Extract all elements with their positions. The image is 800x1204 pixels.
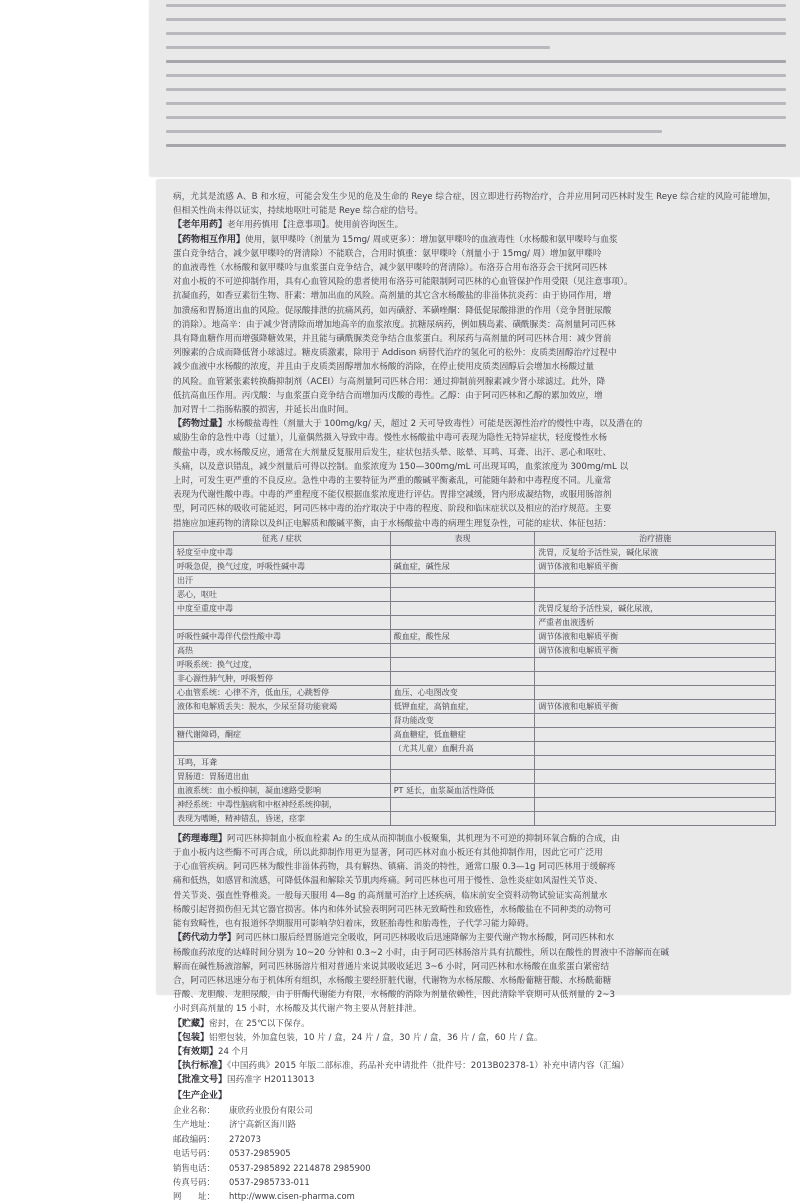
manufacturer-field [173, 1175, 776, 1189]
overdose-line: 型，阿司匹林的吸收可能延迟，阿司匹林中毒的治疗取决于中毒的程度、阶段和临床症状以及相应的治疗规范。主要 [173, 504, 612, 515]
pharmacokinetics-line: 苷酸、龙胆酸、龙胆尿酸，由于肝酶代谢能力有限，水杨酸的消除为剂量依赖性，因此清除半衰期可从低剂量的 2~3 [173, 990, 615, 1001]
manufacturer-field [173, 1161, 776, 1175]
cell-symptom: 恶心，呕吐 [174, 587, 391, 601]
manufacturer-field [173, 1189, 776, 1203]
main-page-content [173, 190, 776, 1204]
field-key: 生产地址： [173, 1119, 215, 1130]
cell-treatment [535, 797, 776, 811]
cell-treatment: 调节体液和电解质平衡 [535, 629, 776, 643]
field-value: 康欣药业股份有限公司 [229, 1104, 313, 1115]
cell-treatment: 调节体液和电解质平衡 [535, 643, 776, 657]
cell-manifestation [390, 601, 534, 615]
cell-manifestation: （尤其儿童）血酮升高 [390, 741, 534, 755]
package-section [173, 1031, 776, 1045]
pharmacokinetics-line: 合，阿司匹林迅速分布于机体所有组织，水杨酸主要经肝脏代谢，代谢物为水杨尿酸、水杨酚葡糖苷酸、水杨酰葡糖 [173, 975, 612, 986]
pharmacokinetics-heading: 【药代动力学】 [173, 933, 237, 944]
field-value: 0537-2985892 2214878 2985900 [229, 1162, 371, 1173]
column-header-manifestation: 表现 [390, 531, 534, 545]
table-header-row [174, 531, 776, 545]
cell-manifestation [390, 545, 534, 559]
interaction-line: 列腺素的合成而降低肾小球滤过。糖皮质激素，除用于 Addison 病替代治疗的氢化可的松外：皮质类固醇治疗过程中 [173, 348, 617, 359]
interaction-line: 的消除）。地高辛：由于减少肾清除而增加地高辛的血浆浓度。抗糖尿病药，例如胰岛素、磺酰脲类：高剂量阿司匹林 [173, 319, 616, 330]
cell-treatment [535, 741, 776, 755]
pharmacology-line: 阿司匹林抑制血小板血栓素 A₂ 的生成从而抑制血小板聚集，其机理为不可逆的抑制环氧合酶的合成，由 [227, 833, 620, 844]
cell-manifestation: 低钾血症，高钠血症， [390, 699, 534, 713]
storage-section [173, 1017, 776, 1031]
pharmacology-line: 杨酸引起肾损伤但无其它器官损害。体内和体外试验表明阿司匹林无致畸性和致癌性，水杨酸盐在不同种类的动物可 [173, 904, 612, 915]
pharmacokinetics-line: 阿司匹林口服后经胃肠道完全吸收，阿司匹林吸收后迅速降解为主要代谢产物水杨酸，阿司匹林和水 [236, 933, 615, 944]
cell-symptom [174, 713, 391, 727]
drug-interaction-heading: 【药物相互作用】 [173, 234, 246, 245]
table-row [174, 643, 776, 657]
overdose-line: 表现为代谢性酸中毒。中毒的严重程度不能仅根据血浆浓度进行评估。胃排空减缓，肾内形成凝结物，或服用肠溶剂 [173, 490, 612, 501]
overdose-line: 威胁生命的急性中毒（过量），儿童偶然摄入导致中毒。慢性水杨酸盐中毒可表现为隐性无特异症状，轻度慢性水杨 [173, 433, 607, 444]
pharmacokinetics-section [173, 931, 776, 1016]
table-row [174, 657, 776, 671]
interaction-line: 的血液毒性（水杨酸和氨甲喋呤与血浆蛋白竞争结合，减少氨甲喋呤的肾清除）。布洛芬合用布洛芬会干扰阿司匹林 [173, 263, 607, 274]
table-row [174, 713, 776, 727]
overdose-line: 头痛，以及意识错乱，减少剂量后可得以控制。血浆浓度为 150—300mg/mL 可出现耳鸣，血浆浓度为 300mg/mL 以 [173, 461, 629, 472]
field-key: 电话号码： [173, 1148, 215, 1159]
manufacturer-section [173, 1088, 776, 1204]
table-row [174, 685, 776, 699]
table-row [174, 741, 776, 755]
cell-treatment [535, 587, 776, 601]
field-key: 企业名称： [173, 1104, 215, 1115]
table-row [174, 699, 776, 713]
cell-treatment [535, 671, 776, 685]
cell-treatment: 洗胃反复给予活性炭，碱化尿液， [535, 601, 776, 615]
storage-text: 密封，在 25℃以下保存。 [209, 1018, 310, 1029]
cell-treatment [535, 769, 776, 783]
cell-symptom: 神经系统：中毒性脑病和中枢神经系统抑制， [174, 797, 391, 811]
table-row [174, 811, 776, 825]
cell-treatment [535, 783, 776, 797]
cell-symptom: 出汗 [174, 573, 391, 587]
cell-treatment [535, 755, 776, 769]
manufacturer-field [173, 1132, 776, 1146]
table-body [174, 545, 776, 825]
pharmacology-line: 于心血管疾病。阿司匹林为酸性非甾体药物，具有解热、镇痛、消炎的特性，通常口服 0.3—1g 阿司匹林用于缓解疼 [173, 862, 616, 873]
manufacturer-fields [173, 1103, 776, 1204]
cell-treatment [535, 685, 776, 699]
cell-manifestation [390, 587, 534, 601]
cell-manifestation [390, 573, 534, 587]
overdose-symptom-table [173, 531, 776, 826]
cell-symptom: 液体和电解质丢失：脱水，少尿至肾功能衰竭 [174, 699, 391, 713]
standard-text: 《中国药典》2015 年版二部标准，药品补充申请批件（批件号：2013B02378-1）补充申请内容（汇编） [227, 1061, 629, 1072]
manufacturer-field [173, 1146, 776, 1160]
interaction-line: 蛋白竞争结合，减少氨甲喋呤的肾清除）不能联合，合用时慎重：氨甲喋呤（剂量小于 15mg/ 周）增加氨甲喋呤 [173, 248, 602, 259]
manufacturer-heading: 【生产企业】 [173, 1090, 228, 1101]
table-row [174, 797, 776, 811]
cell-manifestation: 碱血症，碱性尿 [390, 559, 534, 573]
field-value: 0537-2985733-011 [229, 1176, 310, 1187]
elderly-use-heading: 【老年用药】 [173, 220, 228, 231]
approval-heading: 【批准文号】 [173, 1075, 228, 1086]
cell-manifestation: 酸血症，酸性尿 [390, 629, 534, 643]
interaction-line: 减少血液中水杨酸的浓度，并且由于皮质类固醇增加水杨酸的消除，在停止使用皮质类固醇后会增加水杨酸过量 [173, 362, 595, 373]
pharmacology-line: 痛和低热，如感冒和流感，可降低体温和解除关节肌肉疼痛。阿司匹林也可用于慢性、急性炎症如风湿性关节炎、 [173, 876, 603, 887]
cell-manifestation: 高血糖症，低血糖症 [390, 727, 534, 741]
interaction-line: 具有降血糖作用而增强降糖效果，并且能与磺酰脲类竞争结合血浆蛋白。利尿药与高剂量的阿司匹林合用：减少肾前 [173, 334, 612, 345]
cell-symptom: 耳鸣，耳聋 [174, 755, 391, 769]
approval-section [173, 1073, 776, 1087]
cell-manifestation: 血压、心电图改变 [390, 685, 534, 699]
table-row [174, 755, 776, 769]
leaflet-main-page [157, 180, 790, 1202]
interaction-line: 低抗高血压作用。丙戊酸：与血浆蛋白竞争结合而增加丙戊酸的毒性。乙醇：由于阿司匹林和乙醇的累加效应，增 [173, 390, 603, 401]
table-row [174, 559, 776, 573]
approval-text: 国药准字 H20113013 [227, 1075, 315, 1086]
table-row [174, 615, 776, 629]
pharmacology-line: 骨关节炎、强直性脊椎炎。一般每天服用 4—8g 的高剂量可治疗上述疾病，临床前安全资料动物试验证实高剂量水 [173, 890, 608, 901]
cell-symptom: 血液系统：血小板抑制，凝血速路受影响 [174, 783, 391, 797]
package-heading: 【包装】 [173, 1032, 210, 1043]
cell-treatment: 调节体液和电解质平衡 [535, 699, 776, 713]
cell-symptom: 高热 [174, 643, 391, 657]
interaction-line: 加溃疡和胃肠道出血的风险。促尿酸排泄的抗痛风药，如丙磺舒、苯磺唑酮：降低促尿酸排泄的作用（竞争肾脏尿酸 [173, 305, 612, 316]
table-row [174, 601, 776, 615]
cell-manifestation [390, 615, 534, 629]
cell-manifestation [390, 769, 534, 783]
field-key: 网 址： [173, 1191, 215, 1202]
elderly-use-section [173, 218, 776, 232]
cell-symptom [174, 741, 391, 755]
field-value: 济宁高新区海川路 [229, 1119, 296, 1130]
table-row [174, 769, 776, 783]
leaflet-upper-page [150, 0, 800, 176]
field-value: 272073 [229, 1133, 261, 1144]
validity-section [173, 1045, 776, 1059]
standard-heading: 【执行标准】 [173, 1061, 228, 1072]
pharmacology-line: 能有致畸性，也有报道怀孕期服用可影响孕妇着床，致胚胎毒性和胎毒性，子代学习能力障碍。 [173, 919, 534, 930]
field-value: http://www.cisen-pharma.com [229, 1191, 355, 1202]
cell-manifestation [390, 671, 534, 685]
cell-manifestation [390, 643, 534, 657]
manufacturer-field [173, 1117, 776, 1131]
field-key: 传真号码： [173, 1176, 215, 1187]
cell-symptom: 糖代谢障碍，酮症 [174, 727, 391, 741]
table-row [174, 545, 776, 559]
pharmacokinetics-line: 解而在碱性肠液溶解，阿司匹林肠溶片相对普通片来说其吸收延迟 3~6 小时，阿司匹林和水杨酸在血浆蛋白紧密结 [173, 961, 610, 972]
drug-interaction-section [173, 233, 776, 418]
field-key: 邮政编码： [173, 1133, 215, 1144]
cell-symptom: 轻度至中度中毒 [174, 545, 391, 559]
storage-heading: 【贮藏】 [173, 1018, 210, 1029]
overdose-line: 酸盐中毒，或水杨酸反应，通常在大剂量反复服用后发生，症状包括头晕、眩晕、耳鸣、耳聋、出汗、恶心和呕吐、 [173, 447, 612, 458]
package-text: 铝塑包装，外加盒包装，10 片 / 盒，24 片 / 盒，30 片 / 盒，36 片 / 盒，60 片 / 盒。 [209, 1032, 543, 1043]
table-row [174, 727, 776, 741]
cell-treatment [535, 573, 776, 587]
reye-syndrome-paragraph: 病，尤其是流感 A、B 和水痘，可能会发生少见的危及生命的 Reye 综合症，因立即进行药物治疗，合并应用阿司匹林时发生 Reye 综合症的风险可能增加，但相关性尚未得以证实，持续地呕吐可能是 Reye 综合症的信号。 [173, 192, 776, 217]
overdose-section [173, 417, 776, 531]
table-row [174, 783, 776, 797]
cell-treatment: 调节体液和电解质平衡 [535, 559, 776, 573]
table-row [174, 573, 776, 587]
pharmacology-heading: 【药理毒理】 [173, 833, 228, 844]
cell-symptom: 胃肠道：胃肠道出血 [174, 769, 391, 783]
cell-manifestation [390, 657, 534, 671]
validity-text: 24 个月 [218, 1046, 249, 1057]
cell-symptom: 表现为嗜睡，精神错乱，昏迷，痉挛 [174, 811, 391, 825]
interaction-line: 加对胃十二指肠粘膜的损害，并延长出血时间。 [173, 405, 354, 416]
overdose-heading: 【药物过量】 [173, 419, 228, 430]
cell-manifestation [390, 797, 534, 811]
pharmacology-line: 于血小板内这些酶不可再合成，所以此抑制作用更为显著，阿司匹林对血小板还有其他抑制作用，因此它可广泛用 [173, 848, 603, 859]
manufacturer-field [173, 1103, 776, 1117]
overdose-line: 水杨酸盐毒性（剂量大于 100mg/kg/ 天，超过 2 天可导致毒性）可能是医源性治疗的慢性中毒，以及潜在的 [227, 419, 643, 430]
cell-treatment [535, 811, 776, 825]
cell-symptom: 心血管系统：心律不齐，低血压，心跳暂停 [174, 685, 391, 699]
cell-symptom: 非心源性肺气肿，呼吸暂停 [174, 671, 391, 685]
cell-manifestation [390, 755, 534, 769]
cell-manifestation: PT 延长，血浆凝血活性降低 [390, 783, 534, 797]
cell-symptom: 呼吸系统：换气过度， [174, 657, 391, 671]
overdose-line: 措施应加速药物的清除以及纠正电解质和酸碱平衡，由于水杨酸盐中毒的病理生理复杂性，可能的症状、体征包括： [173, 518, 612, 529]
validity-heading: 【有效期】 [173, 1046, 219, 1057]
elderly-use-text: 老年用药慎用【注意事项】。使用前咨询医生。 [227, 220, 404, 231]
cell-treatment [535, 727, 776, 741]
column-header-symptom: 征兆 / 症状 [174, 531, 391, 545]
cell-treatment: 洗胃，反复给予活性炭，碱化尿液 [535, 545, 776, 559]
table-row [174, 671, 776, 685]
cell-symptom [174, 615, 391, 629]
interaction-line: 抗凝血药，如香豆素衍生物、肝素：增加出血的风险。高剂量的其它含水杨酸盐的非甾体抗炎药：由于协同作用，增 [173, 291, 612, 302]
interaction-line: 使用，氨甲喋呤（剂量为 15mg/ 周或更多）：增加氨甲喋呤的血液毒性（水杨酸和氨甲喋呤与血浆 [245, 234, 618, 245]
field-value: 0537-2985905 [229, 1148, 291, 1159]
cell-symptom: 呼吸急促，换气过度，呼吸性碱中毒 [174, 559, 391, 573]
cell-symptom: 呼吸性碱中毒伴代偿性酸中毒 [174, 629, 391, 643]
column-header-treatment: 治疗措施 [535, 531, 776, 545]
interaction-line: 对血小板的不可逆抑制作用，具有心血管风险的患者使用布洛芬可能限制阿司匹林的心血管保护作用受限（见注意事项）。 [173, 277, 633, 288]
pharmacokinetics-line: 小时到高剂量的 15 小时，水杨酸及其代谢产物主要从肾脏排泄。 [173, 1004, 422, 1015]
cell-symptom: 中度至重度中毒 [174, 601, 391, 615]
cell-treatment [535, 713, 776, 727]
pharmacokinetics-line: 杨酸血药浓度的达峰时间分别为 10~20 分钟和 0.3~2 小时，由于阿司匹林肠溶片具有抗酸性，所以在酸性的胃液中不溶解而在碱 [173, 947, 670, 958]
pharmacology-section [173, 832, 776, 931]
table-row [174, 629, 776, 643]
upper-page-text-block [166, 0, 786, 176]
overdose-line: 上时，可发生更严重的不良反应。急性中毒的主要特征为严重的酸碱平衡紊乱，可能随年龄和中毒程度不同。儿童常 [173, 476, 612, 487]
table-row [174, 587, 776, 601]
field-key: 销售电话： [173, 1162, 215, 1173]
cell-treatment [535, 657, 776, 671]
interaction-line: 的风险。血管紧张素转换酶抑制剂（ACEI）与高剂量阿司匹林合用：通过抑制前列腺素减少肾小球滤过。此外，降 [173, 376, 606, 387]
standard-section [173, 1059, 776, 1073]
cell-manifestation [390, 811, 534, 825]
cell-treatment: 严重者血液透析 [535, 615, 776, 629]
cell-manifestation: 肾功能改变 [390, 713, 534, 727]
